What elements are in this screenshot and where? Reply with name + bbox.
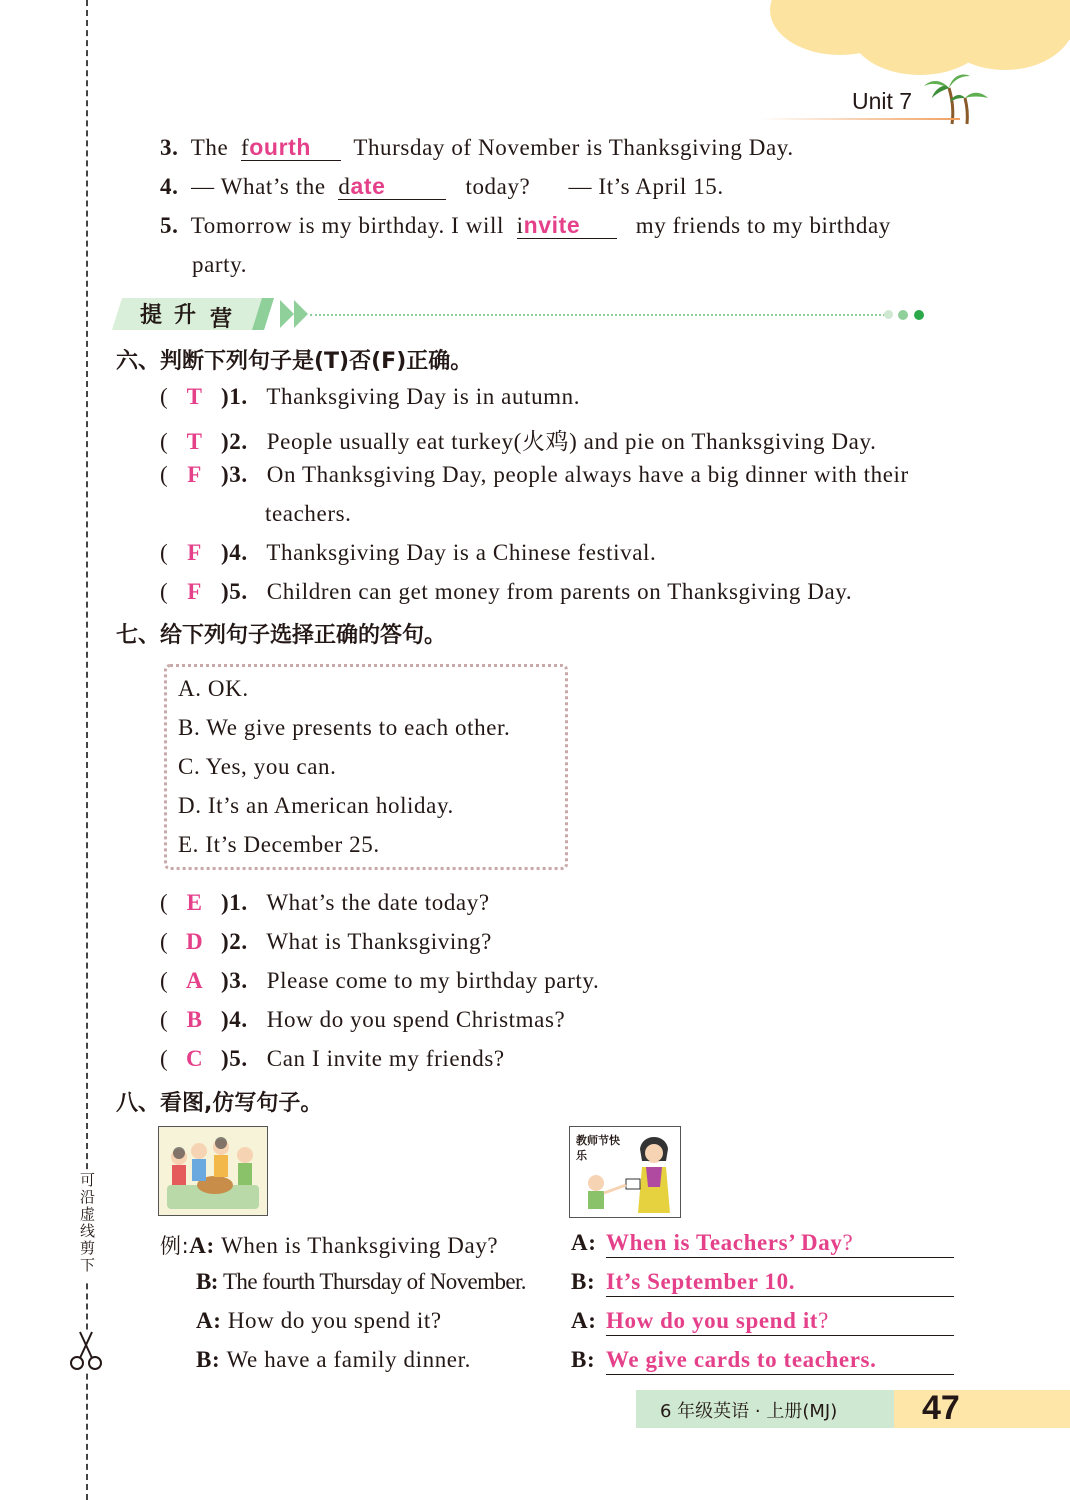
item-number: )1.: [220, 384, 248, 409]
item-text: What is Thanksgiving?: [266, 929, 492, 954]
fill-item-4: [160, 173, 724, 200]
item-number: 5.: [160, 213, 179, 238]
open-paren: (: [160, 1007, 169, 1032]
s6-item-5: [160, 579, 852, 605]
item-text: What’s the date today?: [266, 890, 490, 915]
s7-item-2: [160, 929, 492, 955]
item-number: )4.: [220, 540, 248, 565]
answer-line-4: [571, 1347, 595, 1373]
s6-item-4: [160, 540, 656, 566]
open-paren: (: [160, 462, 169, 487]
answer-blank-3: [606, 1308, 954, 1336]
teacher-student-drawing: [570, 1127, 680, 1217]
answer-text: E: [186, 890, 203, 915]
s7-item-4: [160, 1007, 565, 1033]
open-paren: (: [160, 929, 169, 954]
example-prefix: 例:: [160, 1234, 190, 1258]
fill-item-5-continuation: party.: [192, 252, 248, 277]
speaker: B:: [196, 1269, 218, 1294]
answer-text: F: [187, 579, 202, 604]
item-text: Thanksgiving Day is a Chinese festival.: [266, 540, 657, 565]
teachers-day-picture: [569, 1126, 681, 1218]
item-reply: — It’s April 15.: [568, 174, 724, 199]
open-paren: (: [160, 429, 169, 454]
example-line-2: [196, 1269, 526, 1295]
item-text: On Thanksgiving Day, people always have a big dinner with their: [266, 462, 909, 487]
unit-underline: [760, 118, 960, 120]
answer-text: D: [186, 929, 204, 954]
item-number: )5.: [220, 579, 248, 604]
item-text: Please come to my birthday party.: [266, 968, 600, 993]
footer-page-bg: [894, 1390, 1070, 1428]
blank-letter: f: [241, 135, 250, 160]
speaker: B:: [571, 1269, 596, 1294]
answer-end: ?: [818, 1308, 829, 1333]
picture-caption: 教师节快乐: [576, 1134, 620, 1162]
answer-blank-4: [606, 1347, 954, 1375]
option-c: C. Yes, you can.: [178, 754, 337, 779]
fill-blank: [517, 212, 617, 239]
item-number: 3.: [160, 135, 179, 160]
family-dinner-picture: [158, 1126, 268, 1216]
fill-blank: [338, 173, 446, 200]
section-banner: [112, 296, 932, 332]
s7-item-1: [160, 890, 490, 916]
scissors-icon: [68, 1330, 104, 1372]
item-post: today?: [465, 174, 531, 199]
cut-text: [76, 1172, 96, 1280]
fill-item-3: [160, 134, 794, 161]
open-paren: (: [160, 540, 169, 565]
item-number: )2.: [220, 929, 248, 954]
answer-line-2: [571, 1269, 595, 1295]
option-e: E. It’s December 25.: [178, 832, 380, 857]
item-number: 4.: [160, 174, 179, 199]
example-text: How do you spend it?: [227, 1308, 442, 1333]
item-number: )1.: [220, 890, 248, 915]
answer-text: It’s September 10: [606, 1269, 789, 1294]
answer-text: nvite: [523, 212, 581, 238]
answer-text: T: [186, 429, 203, 454]
s7-item-3: [160, 968, 599, 994]
section8-title: 八、看图,仿写句子。: [116, 1091, 323, 1116]
answer-text: When is Teachers’ Day: [606, 1230, 843, 1255]
answer-text: A: [186, 968, 204, 993]
answer-end: .: [788, 1269, 796, 1294]
answer-text: C: [186, 1046, 204, 1071]
answer-line-1: [571, 1230, 596, 1256]
item-text: Thanksgiving Day is in autumn.: [266, 384, 581, 409]
answer-text: ate: [350, 173, 386, 199]
answer-text: ourth: [249, 134, 312, 160]
item-pre: — What’s the: [191, 174, 326, 199]
item-number: )4.: [220, 1007, 248, 1032]
banner-char-3: 营: [210, 307, 233, 332]
item-text: Children can get money from parents on Thanksgiving Day.: [266, 579, 853, 604]
answer-blank-2: [606, 1269, 954, 1297]
open-paren: (: [160, 1046, 169, 1071]
answer-text: We give cards to teachers.: [606, 1347, 877, 1372]
speaker: A:: [571, 1308, 597, 1333]
item-number: )5.: [220, 1046, 248, 1071]
answer-text: F: [187, 462, 202, 487]
footer-book-label: 6 年级英语 · 上册(MJ): [660, 1401, 838, 1422]
example-text: When is Thanksgiving Day?: [221, 1233, 499, 1258]
open-paren: (: [160, 384, 169, 409]
item-number: )3.: [220, 968, 248, 993]
answer-blank-1: [606, 1230, 954, 1258]
item-post: my friends to my birthday: [635, 213, 891, 238]
item-text: People usually eat turkey(火鸡) and pie on Thanksgiving Day.: [266, 429, 877, 454]
page-number: 47: [922, 1389, 960, 1427]
item-pre: The: [190, 135, 229, 160]
example-text: The fourth Thursday of November.: [222, 1269, 526, 1294]
s6-item-3: [160, 462, 909, 488]
example-text: We have a family dinner.: [226, 1347, 471, 1372]
speaker: A:: [571, 1230, 597, 1255]
section7-title: 七、给下列句子选择正确的答句。: [116, 623, 447, 648]
speaker: A:: [196, 1308, 222, 1333]
banner-char-2: 升: [174, 303, 197, 328]
s6-item-3-continuation: teachers.: [265, 501, 352, 526]
banner-dots: [884, 309, 934, 321]
cut-text-label: 可沿虚线剪下: [78, 1172, 96, 1274]
open-paren: (: [160, 890, 169, 915]
answer-end: ?: [842, 1230, 854, 1255]
speaker: A:: [189, 1233, 215, 1258]
blank-letter: d: [338, 174, 351, 199]
unit-label: Unit 7: [852, 88, 913, 114]
answer-text: How do you spend it: [606, 1308, 819, 1333]
item-text: How do you spend Christmas?: [266, 1007, 566, 1032]
item-number: )3.: [220, 462, 248, 487]
s6-item-1: [160, 384, 580, 410]
option-a: A. OK.: [178, 676, 249, 701]
speaker: B:: [196, 1347, 221, 1372]
item-number: )2.: [220, 429, 248, 454]
open-paren: (: [160, 968, 169, 993]
fill-blank: [241, 134, 341, 161]
answer-line-3: [571, 1308, 596, 1334]
section6-title: 六、判断下列句子是(T)否(F)正确。: [116, 349, 473, 374]
answer-text: B: [186, 1007, 203, 1032]
speaker: B:: [571, 1347, 596, 1372]
item-pre: Tomorrow is my birthday. I will: [190, 213, 504, 238]
item-text: Can I invite my friends?: [266, 1046, 505, 1071]
fill-item-5: [160, 212, 891, 239]
banner-dotted-line: [310, 314, 885, 316]
answer-text: T: [186, 384, 203, 409]
s6-item-2: [160, 423, 876, 456]
blank-letter: i: [516, 213, 524, 238]
example-line-3: [196, 1308, 442, 1334]
example-line-4: [196, 1347, 471, 1373]
s7-item-5: [160, 1046, 505, 1072]
answer-text: F: [187, 540, 202, 565]
example-line-1: [160, 1230, 498, 1260]
open-paren: (: [160, 579, 169, 604]
option-d: D. It’s an American holiday.: [178, 793, 454, 818]
cloud-decoration: [760, 0, 1070, 90]
item-post: Thursday of November is Thanksgiving Day.: [353, 135, 794, 160]
banner-char-1: 提: [140, 303, 163, 328]
option-b: B. We give presents to each other.: [178, 715, 511, 740]
